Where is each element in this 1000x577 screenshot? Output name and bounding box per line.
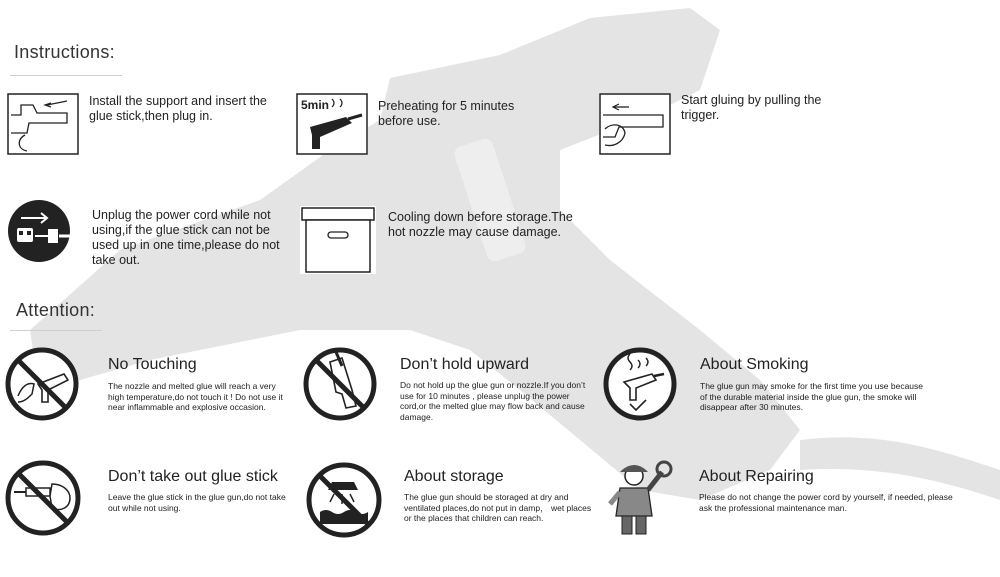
instructions-title: Instructions:	[14, 42, 115, 62]
attention-title: Attention:	[16, 300, 96, 320]
no-take-out-stick-icon	[4, 458, 82, 540]
unplug-icon	[5, 198, 77, 264]
no-upward-desc: Do not hold up the glue gun or nozzle.If you don’t use for 10 minutes , please unplug the power cord,or the melted glue may flow back and cause damage.	[400, 380, 586, 422]
no-take-out-stick-desc: Leave the glue stick in the glue gun,do not take out while not using.	[108, 492, 286, 513]
repairing-desc: Please do not change the power cord by yourself, if needed, please ask the professional maintenance man.	[699, 492, 953, 513]
storage-title: About storage	[404, 468, 504, 485]
instructions-divider	[10, 75, 122, 76]
no-touching-title: No Touching	[108, 356, 197, 373]
step-install-text: Install the support and insert the glue stick,then plug in.	[89, 94, 267, 123]
trigger-pull-icon	[599, 93, 671, 155]
step-unplug-text: Unplug the power cord while not using,if the glue stick can not be used up in one time,please do not take out.	[92, 208, 280, 267]
smoking-title: About Smoking	[700, 356, 809, 373]
no-upward-icon	[300, 346, 384, 422]
repairing-title: About Repairing	[699, 468, 814, 485]
preheat-5min-icon	[296, 93, 368, 155]
step-cooling-text: Cooling down before storage.The hot nozzle may cause damage.	[388, 210, 573, 239]
no-touching-icon	[4, 346, 80, 422]
no-upward-title: Don’t hold upward	[400, 356, 529, 373]
repairman-icon	[602, 458, 678, 538]
step-trigger-text: Start gluing by pulling the trigger.	[681, 93, 822, 122]
storage-box-icon	[300, 206, 376, 274]
no-touching-desc: The nozzle and melted glue will reach a very high temperature,do not touch it ! Do not use it near inflammable and explosive occasion.	[108, 381, 283, 412]
glue-stick-insert-icon	[7, 93, 79, 155]
step-preheat-text: Preheating for 5 minutes before use.	[378, 99, 515, 128]
attention-divider	[10, 330, 102, 331]
no-take-out-stick-title: Don’t take out glue stick	[108, 468, 278, 485]
storage-desc: The glue gun should be storaged at dry and ventilated places,do not put in damp， wet places or the places that children can reach.	[404, 492, 592, 523]
smoking-icon	[602, 346, 678, 422]
preheat-badge: 5min	[301, 98, 330, 112]
storage-no-water-icon	[302, 460, 386, 540]
smoking-desc: The glue gun may smoke for the first time you use because of the durable material inside the glue gun, the smoke will disappear after 30 minutes.	[700, 381, 924, 412]
